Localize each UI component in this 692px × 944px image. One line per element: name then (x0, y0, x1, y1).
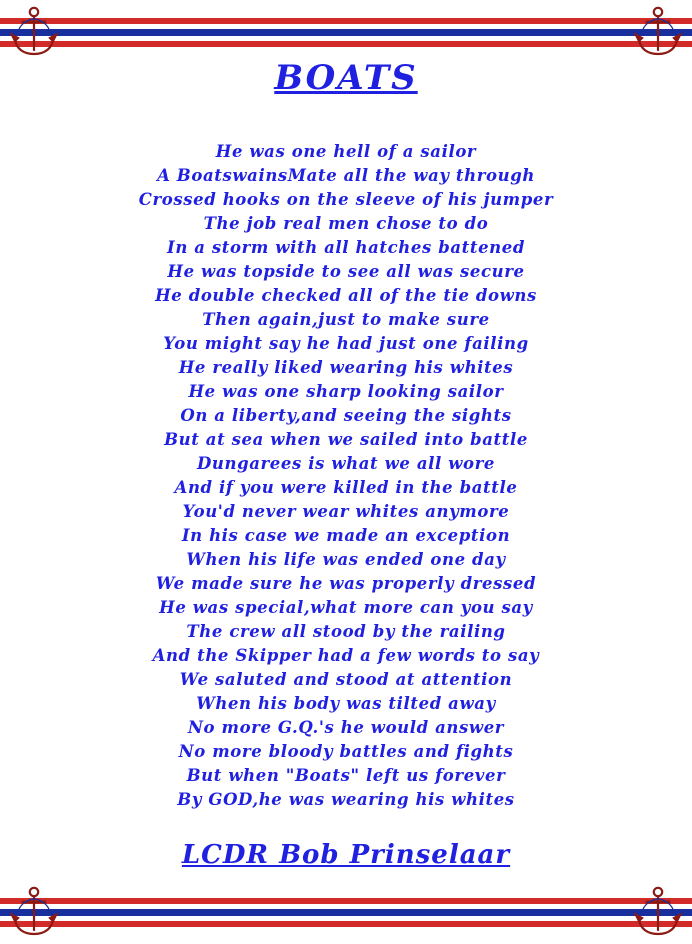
stripe-red-bottom (0, 921, 692, 927)
poem-line: The job real men chose to do (203, 214, 489, 233)
poem-line: But at sea when we sailed into battle (164, 430, 528, 449)
poem-line: Dungarees is what we all wore (196, 454, 496, 473)
poem-line: No more bloody battles and fights (178, 742, 514, 761)
poem-line: He double checked all of the tie downs (155, 286, 537, 305)
poem-line: When his body was tilted away (196, 694, 496, 713)
anchor-icon (630, 4, 686, 60)
poem-line: The crew all stood by the railing (186, 622, 506, 641)
poem-line: In a storm with all hatches battened (167, 238, 525, 257)
anchor-icon (6, 4, 62, 60)
poem-line: We saluted and stood at attention (179, 670, 513, 689)
poem-line: A BoatswainsMate all the way through (157, 166, 535, 185)
poem-line: You'd never wear whites anymore (182, 502, 510, 521)
poem-line: No more G.Q.'s he would answer (187, 718, 505, 737)
poem-line: When his life was ended one day (186, 550, 506, 569)
poem-body (0, 140, 692, 812)
stripe-blue-middle (0, 29, 692, 36)
poem-line: We made sure he was properly dressed (155, 574, 537, 593)
poem-line: Crossed hooks on the sleeve of his jumper (138, 190, 554, 209)
author-signature: LCDR Bob Prinselaar (181, 840, 511, 870)
top-border-band (0, 18, 692, 48)
page-title: BOATS (274, 58, 418, 98)
poem-line: Then again,just to make sure (202, 310, 490, 329)
poem-line: On a liberty,and seeing the sights (180, 406, 512, 425)
stripe-blue-middle (0, 909, 692, 916)
poem-line: And if you were killed in the battle (174, 478, 518, 497)
poem-line: He was special,what more can you say (159, 598, 533, 617)
poem-line: You might say he had just one failing (163, 334, 529, 353)
poem-line: He was one sharp looking sailor (188, 382, 504, 401)
poem-line: But when "Boats" left us forever (186, 766, 506, 785)
poem-line: He was one hell of a sailor (215, 142, 477, 161)
anchor-icon (630, 884, 686, 940)
poem-line: In his case we made an exception (181, 526, 511, 545)
poem-line: He was topside to see all was secure (167, 262, 525, 281)
poem-line: By GOD,he was wearing his whites (177, 790, 515, 809)
poem-line: And the Skipper had a few words to say (152, 646, 540, 665)
anchor-icon (6, 884, 62, 940)
poem-line: He really liked wearing his whites (178, 358, 514, 377)
bottom-border-band (0, 898, 692, 928)
stripe-red-bottom (0, 41, 692, 47)
